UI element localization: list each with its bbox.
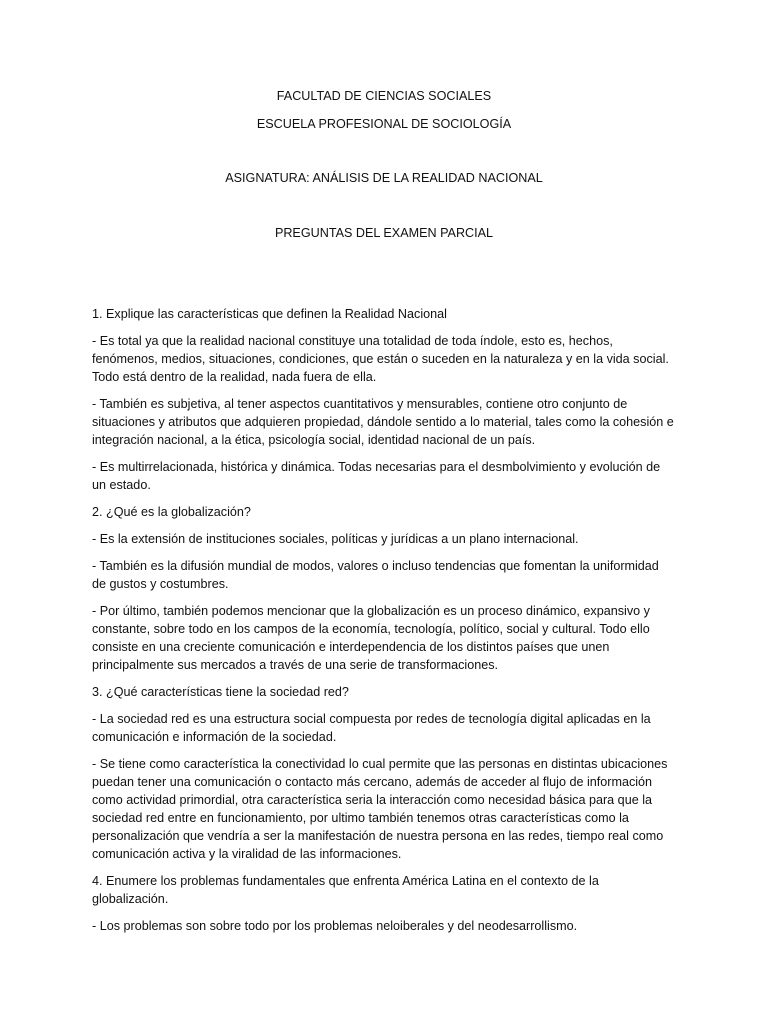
- document-body: [92, 305, 676, 944]
- answer-paragraph: - También es la difusión mundial de modos, valores o incluso tendencias que fomentan la uniformidad de gustos y costumbres.: [92, 559, 659, 591]
- answer-paragraph: - Se tiene como característica la conectividad lo cual permite que las personas en distintas ubicaciones puedan tener una comunicación o contacto más cercano, además de acceder al flujo de información como actividad primordial, otra característica seria la interacción como necesidad básica para que la sociedad red entre en funcionamiento, por ultimo también tenemos otras características como la personalización que vendría a ser la manifestación de nuestra persona en las redes, tiempo real como comunicación activa y la viralidad de las informaciones.: [92, 757, 668, 861]
- answer-paragraph: - Los problemas son sobre todo por los problemas neloiberales y del neodesarrollismo.: [92, 919, 578, 933]
- answer-paragraph: - Es total ya que la realidad nacional constituye una totalidad de toda índole, esto es, hechos, fenómenos, medios, situaciones, condiciones, que están o suceden en la naturaleza y en la vida social. Todo está dentro de la realidad, nada fuera de ella.: [92, 334, 669, 384]
- school-title: ESCUELA PROFESIONAL DE SOCIOLOGÍA: [256, 117, 512, 131]
- answer-paragraph: - Es multirrelacionada, histórica y dinámica. Todas necesarias para el desmbolvimiento y evolución de un estado.: [92, 460, 661, 492]
- answer-paragraph: - Por último, también podemos mencionar que la globalización es un proceso dinámico, expansivo y constante, sobre todo en los campos de la economía, tecnología, político, social y cultural. Todo ello consiste en una creciente comunicación e interdependencia de los distintos países que unen principalmente sus mercados a través de una serie de transformaciones.: [92, 604, 650, 672]
- answer-paragraph: - También es subjetiva, al tener aspectos cuantitativos y mensurables, contiene otro conjunto de situaciones y atributos que adquieren propiedad, dándole sentido a lo material, tales como la cohesión e integración nacional, a la ética, psicología social, identidad nacional de un país.: [92, 397, 674, 447]
- faculty-title: FACULTAD DE CIENCIAS SOCIALES: [276, 89, 492, 103]
- question-4: 4. Enumere los problemas fundamentales que enfrenta América Latina en el contexto de la globalización.: [92, 874, 599, 906]
- question-3: 3. ¿Qué características tiene la sociedad red?: [92, 685, 349, 699]
- question-1: 1. Explique las características que definen la Realidad Nacional: [92, 307, 447, 321]
- answer-paragraph: - La sociedad red es una estructura social compuesta por redes de tecnología digital aplicadas en la comunicación e información de la sociedad.: [92, 712, 651, 744]
- question-2: 2. ¿Qué es la globalización?: [92, 505, 251, 519]
- exam-title: PREGUNTAS DEL EXAMEN PARCIAL: [274, 226, 494, 240]
- subject-title: ASIGNATURA: ANÁLISIS DE LA REALIDAD NACIONAL: [225, 171, 543, 185]
- answer-paragraph: - Es la extensión de instituciones sociales, políticas y jurídicas a un plano internacional.: [92, 532, 579, 546]
